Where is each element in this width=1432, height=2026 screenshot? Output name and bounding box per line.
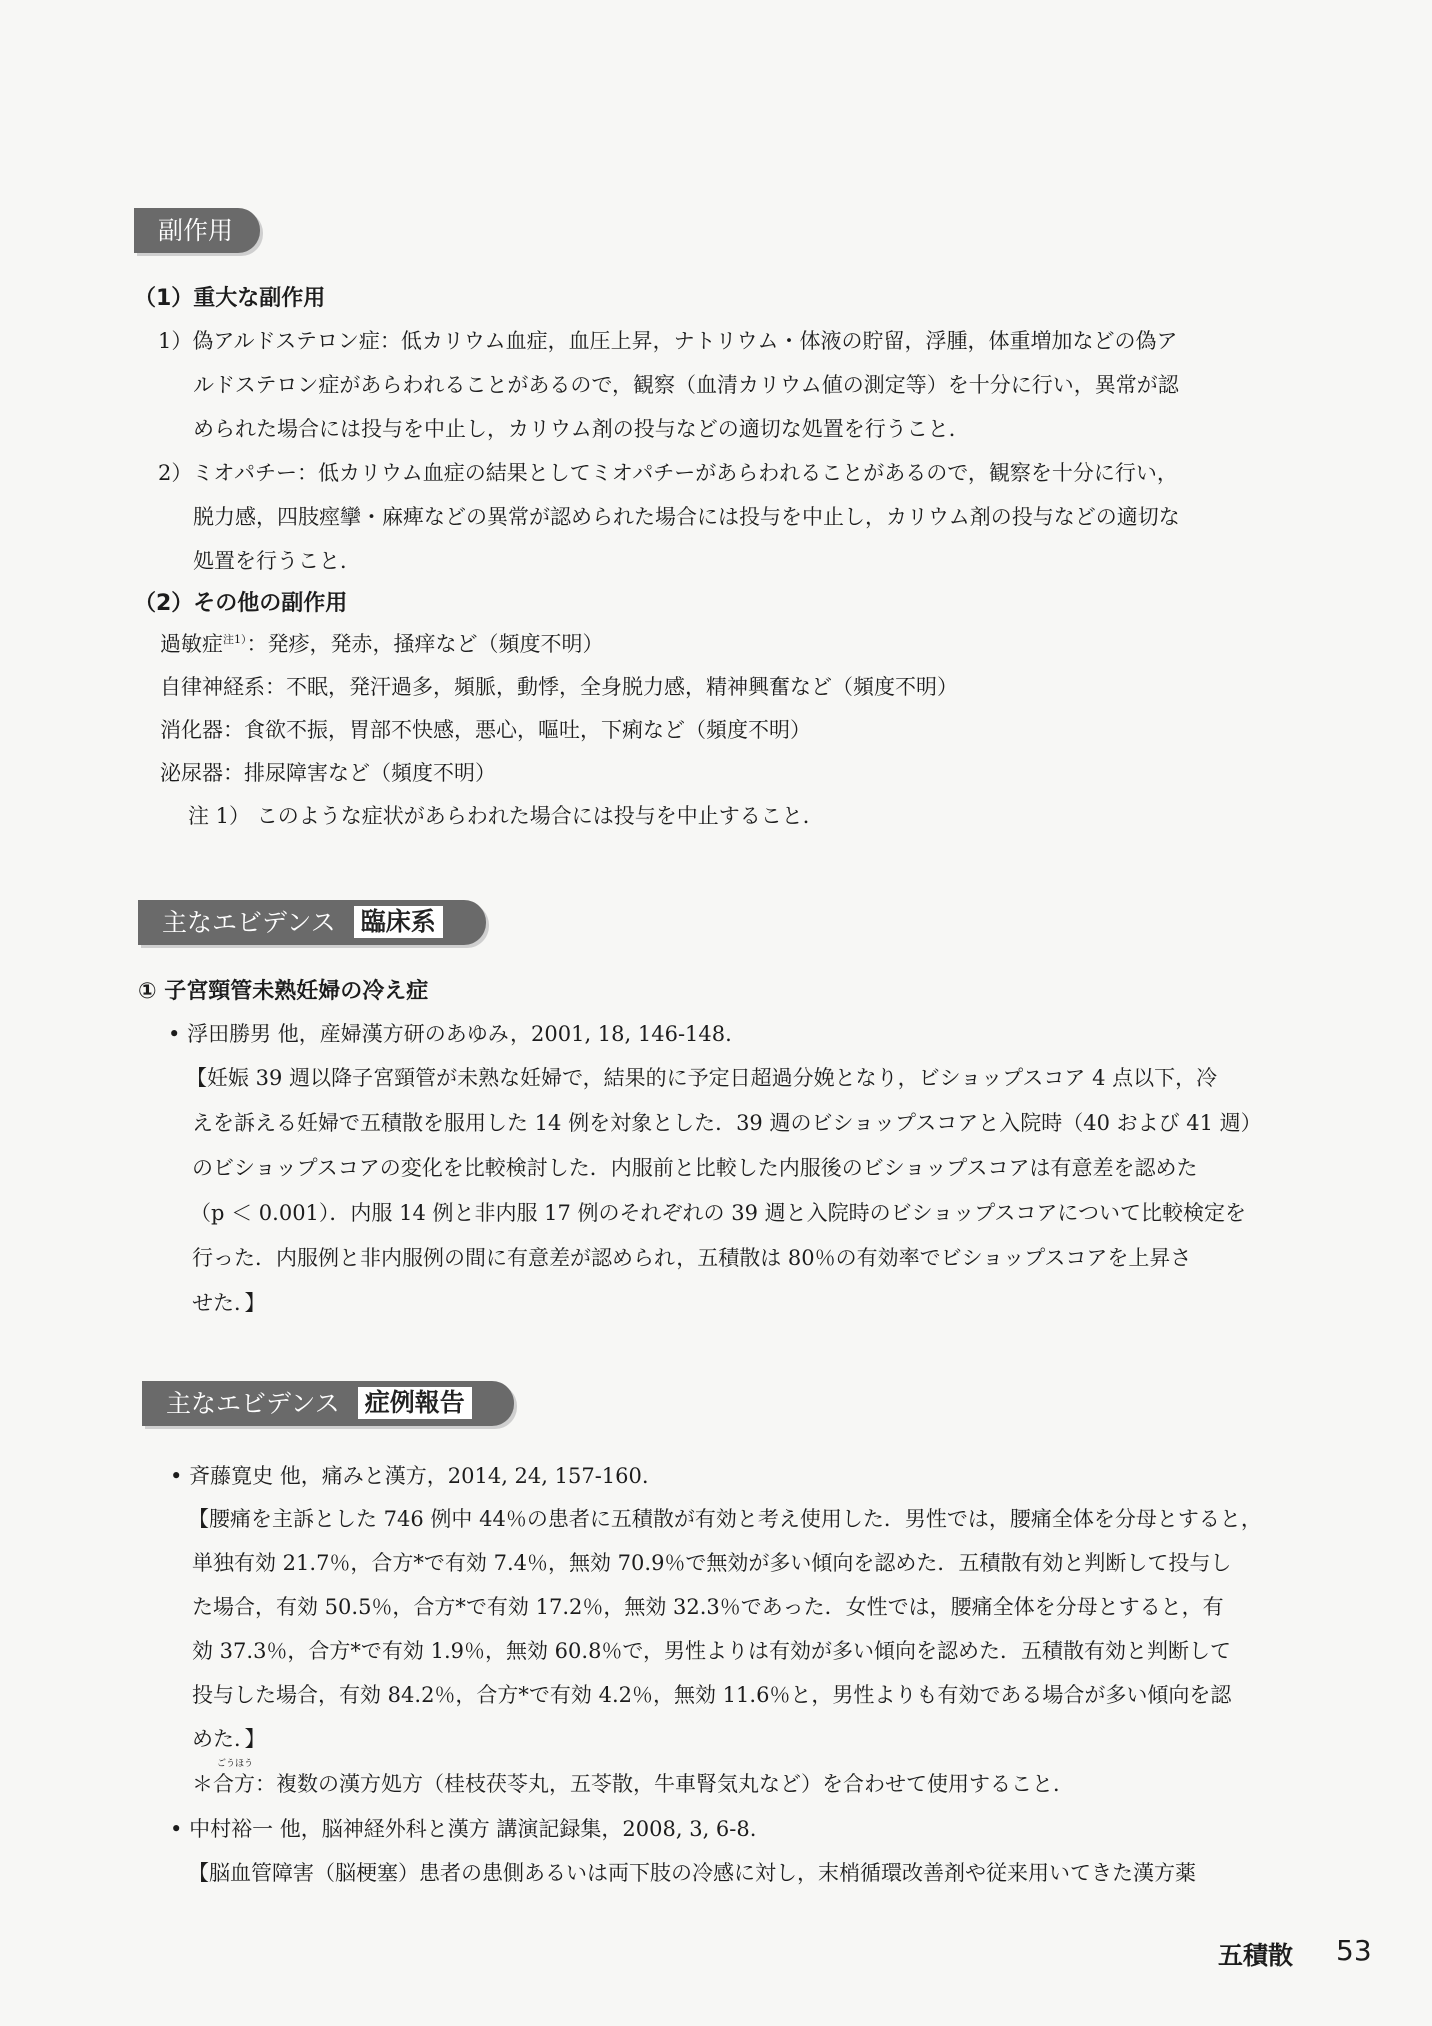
bullet: • [170, 1464, 183, 1488]
bullet: • [168, 1022, 181, 1046]
clinical-line: のビショップスコアの変化を比較検討した．内服前と比較した内服後のビショップスコアは有意差を認めた [192, 1156, 1198, 1180]
case-footnote [192, 1759, 1074, 1798]
hypersensitivity-label: 過敏症 [160, 632, 223, 656]
case-line: 【腰痛を主訴とした 746 例中 44％の患者に五積散が有効と考え使用した．男性では，腰痛全体を分母とすると， [188, 1507, 1262, 1531]
bullet: • [170, 1817, 183, 1841]
case-citation-2 [170, 1813, 756, 1843]
evidence-clinical-tab-sub: 臨床系 [354, 906, 443, 938]
serious-line: 2）ミオパチー：低カリウム血症の結果としてミオパチーがあらわれることがあるので，観察を十分に行い， [158, 461, 1178, 485]
case-line: 単独有効 21.7％，合方*で有効 7.4％，無効 70.9％で無効が多い傾向を認めた．五積散有効と判断して投与し [192, 1551, 1232, 1575]
footer-title: 五積散 [1218, 1941, 1294, 1970]
footnote-star: ＊ [192, 1772, 213, 1796]
clinical-line: えを訴える妊婦で五積散を服用した 14 例を対象とした．39 週のビショップスコアと入院時（40 および 41 週） [192, 1111, 1262, 1135]
hypersensitivity-line [160, 628, 604, 658]
clinical-line: 【妊娠 39 週以降子宮頸管が未熟な妊婦で，結果的に予定日超過分娩となり，ビショップスコア 4 点以下，冷 [186, 1066, 1218, 1090]
case-line: た場合，有効 50.5％，合方*で有効 17.2％，無効 32.3％であった．女性では，腰痛全体を分母とすると，有 [192, 1595, 1224, 1619]
clinical-line: （p ＜ 0.001）．内服 14 例と非内服 17 例のそれぞれの 39 週と入院時のビショップスコアについて比較検定を [190, 1201, 1246, 1225]
clinical-citation [168, 1018, 732, 1048]
side-effects-note: 注 1） このような症状があらわれた場合には投与を中止すること． [188, 804, 824, 828]
citation-text: 中村裕一 他，脳神経外科と漢方 講演記録集，2008, 3, 6-8. [189, 1817, 757, 1841]
evidence-case-tab-label: 主なエビデンス [166, 1389, 340, 1418]
other-line: 自律神経系：不眠，発汗過多，頻脈，動悸，全身脱力感，精神興奮など（頻度不明） [160, 675, 958, 699]
other-line: 消化器：食欲不振，胃部不快感，悪心，嘔吐，下痢など（頻度不明） [160, 718, 811, 742]
footnote-term [213, 1759, 255, 1798]
other-side-effects-heading: （2）その他の副作用 [134, 591, 348, 616]
evidence-case-tab [142, 1381, 514, 1426]
evidence-clinical-tab-label: 主なエビデンス [162, 908, 336, 937]
other-line: 泌尿器：排尿障害など（頻度不明） [160, 761, 496, 785]
footnote-term-text: 合方 [213, 1772, 255, 1796]
serious-line: 1）偽アルドステロン症：低カリウム血症，血圧上昇，ナトリウム・体液の貯留，浮腫，体重増加などの偽ア [158, 329, 1178, 353]
note-mark: 注1） [223, 633, 247, 646]
footnote-text: ：複数の漢方処方（桂枝茯苓丸，五苓散，牛車腎気丸など）を合わせて使用すること． [255, 1772, 1074, 1796]
clinical-line: せた．】 [192, 1291, 266, 1315]
serious-line: ルドステロン症があらわれることがあるので，観察（血清カリウム値の測定等）を十分に行い，異常が認 [193, 373, 1179, 397]
clinical-line: 行った．内服例と非内服例の間に有意差が認められ，五積散は 80％の有効率でビショップスコアを上昇さ [192, 1246, 1192, 1270]
case-line: めた．】 [192, 1727, 266, 1751]
footnote-ruby: ごうほう [217, 1759, 254, 1769]
serious-side-effects-heading: （1）重大な副作用 [134, 286, 326, 311]
evidence-case-tab-sub: 症例報告 [358, 1387, 472, 1419]
clinical-item-heading: ① 子宮頸管未熟妊婦の冷え症 [138, 979, 429, 1004]
page-number: 53 [1336, 1934, 1372, 1967]
serious-line: 脱力感，四肢痙攣・麻痺などの異常が認められた場合には投与を中止し，カリウム剤の投与などの適切な [193, 505, 1180, 529]
side-effects-tab-label: 副作用 [158, 216, 234, 245]
case-line: 【脳血管障害（脳梗塞）患者の患側あるいは両下肢の冷感に対し，末梢循環改善剤や従来用いてきた漢方薬 [188, 1861, 1196, 1885]
case-line: 投与した場合，有効 84.2％，合方*で有効 4.2％，無効 11.6％と，男性よりも有効である場合が多い傾向を認 [192, 1683, 1232, 1707]
case-line: 効 37.3％，合方*で有効 1.9％，無効 60.8％で，男性よりは有効が多い傾向を認めた．五積散有効と判断して [192, 1639, 1232, 1663]
serious-line: められた場合には投与を中止し，カリウム剤の投与などの適切な処置を行うこと． [193, 417, 970, 441]
side-effects-tab [134, 208, 260, 253]
citation-text: 斉藤寛史 他，痛みと漢方，2014, 24, 157-160. [189, 1464, 649, 1488]
hypersensitivity-text: ：発疹，発赤，掻痒など（頻度不明） [246, 632, 604, 656]
citation-text: 浮田勝男 他，産婦漢方研のあゆみ，2001, 18, 146-148. [187, 1022, 732, 1046]
serious-line: 処置を行うこと． [193, 549, 361, 573]
case-citation-1 [170, 1460, 649, 1490]
evidence-clinical-tab [138, 900, 486, 945]
